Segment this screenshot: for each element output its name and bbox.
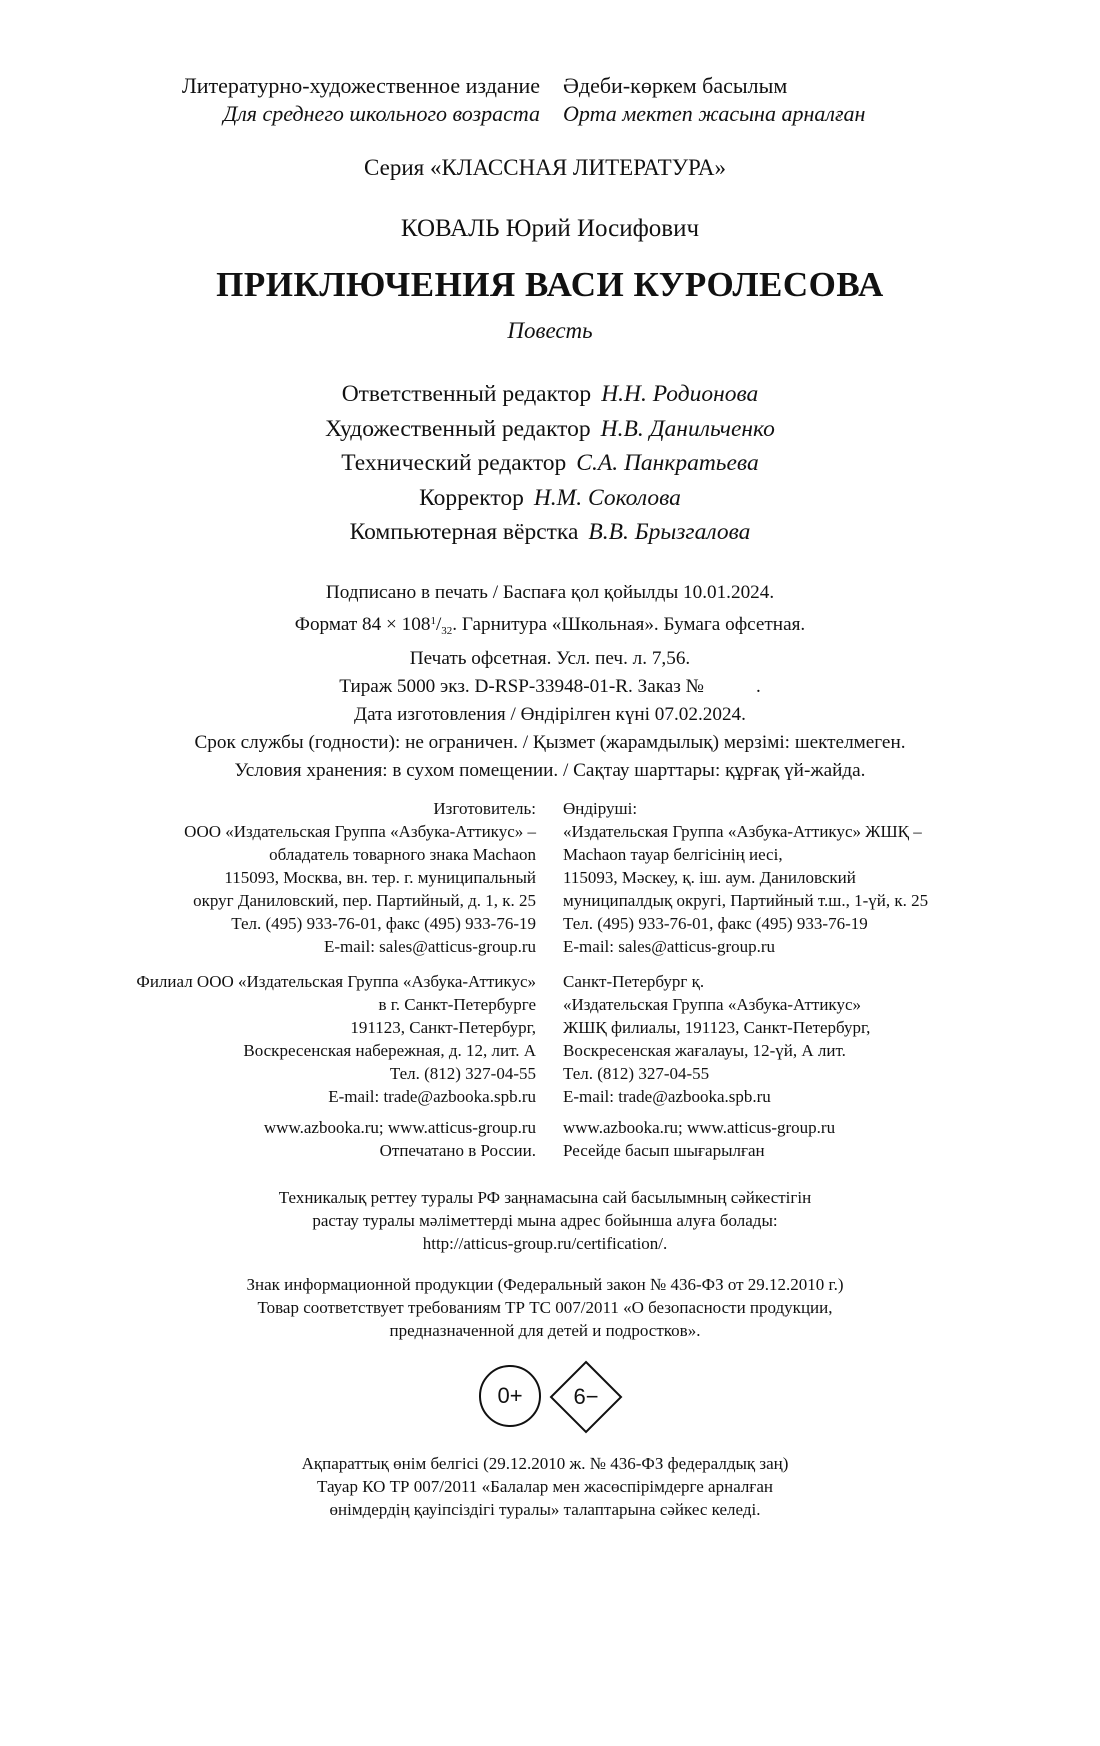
storage-conditions: Условия хранения: в сухом помещении. / Сақтау шарттары: құрғақ үй-жайда. — [234, 760, 866, 781]
printed-in: Ресейде басып шығарылған — [563, 1141, 765, 1160]
print-line: Печать офсетная. Усл. печ. л. 7,56. — [409, 648, 691, 669]
age-rating-6-minus-icon — [549, 1360, 623, 1434]
age-rating-0-plus-icon: 0+ — [479, 1365, 541, 1427]
age-group-kz: Орта мектеп жасына арналған — [563, 101, 866, 126]
credit-line — [0, 481, 1100, 516]
book-title: ПРИКЛЮЧЕНИЯ ВАСИ КУРОЛЕСОВА — [216, 265, 884, 304]
shelf-life: Срок службы (годности): не ограничен. / Қызмет (жарамдылық) мерзімі: шектелмеген. — [194, 732, 906, 753]
format-line: Формат $84 \times 108^1/_{32}$. Гарнитура «Школьная». Бумага офсетная. — [294, 614, 806, 637]
manufacture-date: Дата изготовления / Өндірілген күні 07.02.2024. — [354, 704, 746, 725]
edition-type-kz: Әдеби-көркем басылым — [563, 73, 788, 98]
credit-name: Н.В. Данильченко — [600, 415, 775, 442]
branch-ru: Филиал ООО «Издательская Группа «Азбука-Аттикус» в г. Санкт-Петербурге 191123, Санкт-Петербург, Воскресенская набережная, д. 12, лит. А Тел. (812) 327-04-55 E-mail: trade@azbooka.spb.ru — [136, 972, 536, 1106]
credit-name: Н.М. Соколова — [533, 484, 681, 511]
credits — [0, 377, 1100, 550]
book-subtitle: Повесть — [507, 318, 593, 343]
series-line: Серия «КЛАССНАЯ ЛИТЕРАТУРА» — [364, 155, 726, 180]
credit-line — [0, 446, 1100, 481]
credit-role: Корректор — [419, 484, 524, 511]
print-run-line: Тираж 5000 экз. D-RSP-33948-01-R. Заказ № . — [339, 676, 761, 697]
web-ru — [40, 1116, 536, 1162]
diamond-label: 6− — [573, 1384, 599, 1409]
author-line: КОВАЛЬ Юрий Иосифович — [400, 215, 700, 242]
website-links: www.azbooka.ru; www.atticus-group.ru — [563, 1118, 836, 1137]
credit-role: Художественный редактор — [325, 415, 591, 442]
info-sign-kz: Ақпараттық өнім белгісі (29.12.2010 ж. № 436-ФЗ федералдық заң) Тауар КО ТР 007/2011 «Балалар мен жасөспірімдерге арналған өнімдердің қауіпсіздігі туралы» талаптарына сәйкес келеді. — [301, 1454, 789, 1519]
credit-name: В.В. Брызгалова — [588, 519, 751, 545]
credit-role: Технический редактор — [341, 450, 567, 476]
header-left — [60, 72, 540, 128]
branch-kz: Санкт-Петербург қ. «Издательская Группа «Азбука-Аттикус» ЖШҚ филиалы, 191123, Санкт-Петербург, Воскресенская жағалауы, 12-үй, А лит. Тел. (812) 327-04-55 E-mail: trade@azbooka.spb.ru — [563, 972, 871, 1106]
credit-role: Ответственный редактор — [341, 381, 592, 407]
manufacturer-ru: Изготовитель: ООО «Издательская Группа «Азбука-Аттикус» – обладатель товарного знака Machaon 115093, Москва, вн. тер. г. муниципальный округ Даниловский, пер. Партийный, д. 1, к. 25 Тел. (495) 933-76-01, факс (495) 933-76-19 E-mail: sales@atticus-group.ru — [184, 799, 536, 956]
manufacturer-kz: Өндіруші: «Издательская Группа «Азбука-Аттикус» ЖШҚ – Machaon тауар белгісінің иесі, 115093, Мәскеу, қ. іш. аум. Даниловский муниципалдық округі, Партийный т.ш., 1-үй, к. 25 Тел. (495) 933-76-01, факс (495) 933-76-19 E-mail: sales@atticus-group.ru — [563, 799, 929, 956]
credit-name: С.А. Панкратьева — [576, 450, 759, 476]
info-sign-ru: Знак информационной продукции (Федеральный закон № 436-ФЗ от 29.12.2010 г.) Товар соответствует требованиям ТР ТС 007/2011 «О безопасности продукции, предназначенной для детей и подростков». — [246, 1275, 844, 1340]
age-group-ru: Для среднего школьного возраста — [223, 101, 540, 126]
web-kz — [563, 1116, 1083, 1162]
website-links: www.azbooka.ru; www.atticus-group.ru — [263, 1118, 536, 1137]
printed-in: Отпечатано в России. — [379, 1141, 536, 1160]
print-details — [0, 579, 1100, 785]
certification-note: Техникалық реттеу туралы РФ заңнамасына сай басылымның сәйкестігін растау туралы мәліметтерді мына адрес бойынша алуға болады: http://atticus-group.ru/certification/. — [278, 1188, 812, 1253]
header-right — [563, 72, 1043, 128]
credit-line — [0, 377, 1100, 412]
credit-line — [0, 412, 1100, 447]
credit-name: Н.Н. Родионова — [601, 381, 759, 407]
edition-type-ru: Литературно-художественное издание — [181, 73, 540, 98]
signed-date: Подписано в печать / Баспаға қол қойылды 10.01.2024. — [325, 582, 775, 603]
credit-line — [0, 515, 1100, 550]
credit-role: Компьютерная вёрстка — [349, 519, 579, 545]
